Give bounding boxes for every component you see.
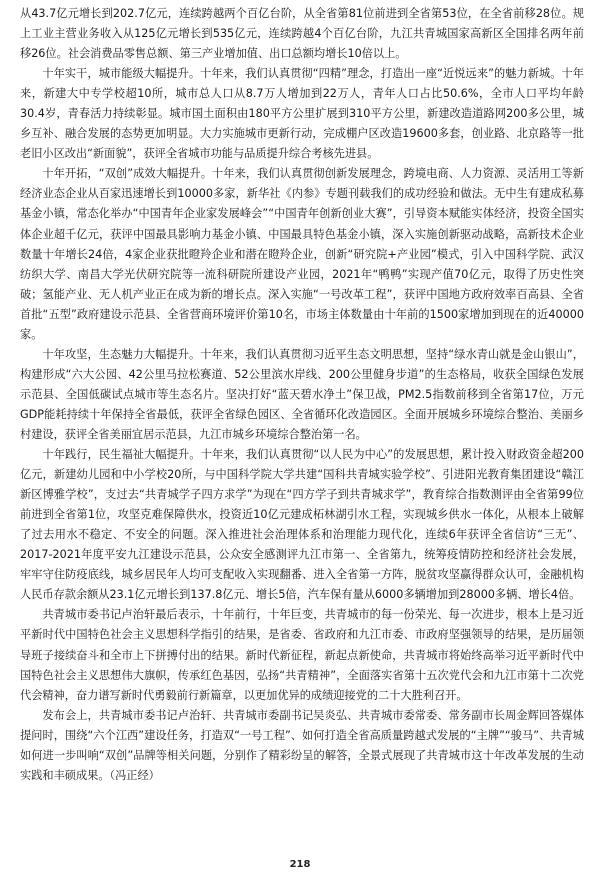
paragraph-conclusion: 共青城市委书记卢治轩最后表示，十年前行，十年巨变，共青城市的每一份荣光、每一次进步，根本上是习近平新时代中国特色社会主义思想科学指引的结果，是省委、省政府和九江市委、市政府坚强领导的结果，是历届领导班子接续奋斗和全市上下拼搏付出的结果。新时代新征程，新起点新使命，共青城市将始终高举习近平新时代中国特色社会主义思想伟大旗帜，传承红色基因，弘扬“共青精神”，全面落实省第十五次党代会和九江市第十二次党代会精神，奋力谱写新时代勇毅前行新篇章，以更加优异的成绩迎接党的二十大胜利召开。 <box>20 608 584 702</box>
paragraph-press-conference: 发布会上，共青城市委书记卢治轩、共青城市委副书记吴炎弘、共青城市委常委、常务副市长周金辉回答媒体提问时，围绕“六个江西”建设任务，打造双“一号工程”、如何打造全省高质量跨越式发展的“主牌”“骏马”、共青城如何进一步叫响“双创”品牌等相关问题，分别作了精彩纷呈的解答，全景式展现了共青城市这十年改革发展的生动实践和丰硕成果。（冯正经） <box>20 708 584 782</box>
paragraph-ecology: 十年攻坚，生态魅力大幅提升。十年来，我们认真贯彻习近平生态文明思想，坚持“绿水青山就是金山银山”，构建形成“六大公园、42公里马拉松赛道、52公里滨水岸线、200公里健身步道”的生态格局，收获全国绿色发展示范县、全国低碳试点城市等生态名片。坚决打好“蓝天碧水净土”保卫战，PM2.5指数前移到全省第17位，万元GDP能耗持续十年保持全省最低，获评全省绿色园区、全省循环化改造园区。全面开展城乡环境综合整治、美丽乡村建设，获评全省美丽宜居示范县，九江市城乡环境综合整治第一名。 <box>20 347 584 441</box>
page-number: 218 <box>289 859 311 870</box>
paragraph-livelihood: 十年践行，民生福祉大幅提升。十年来，我们认真贯彻“以人民为中心”的发展思想，累计投入财政资金超200亿元，新建幼儿园和中小学校20所，与中国科学院大学共建“国科共青城实验学校”、引进阳光教育集团建设“赣江新区博雅学校”，支过去“共青城学子四方求学”为现在“四方学子到共青城求学”，教育综合指数测评由全省第99位前进到全省第1位，攻坚克难保障供水，投资近10亿元建成柘林湖引水工程，实现城乡供水一体化，从根本上破解了过去用水不稳定、不安全的问题。深入推进社会治理体系和治理能力现代化，连续6年获评全省信访“三无”、2017-2021年度平安九江建设示范县，公众安全感测评九江市第一、全省第九，统筹疫情防控和经济社会发展，牢牢守住防疫底线，城乡居民年人均可支配收入实现翻番、进入全省第一方阵，脱贫攻坚赢得群众认可，金融机构人民币存款余额从23.1亿元增长到137.8亿元、增长5倍，汽车保有量从6000多辆增加到28000多辆、增长4倍。 <box>20 448 584 602</box>
paragraph-innovation: 十年开拓，“双创”成效大幅提升。十年来，我们认真贯彻创新发展理念，跨境电商、人力资源、灵活用工等新经济业态企业从百家迅速增长到10000多家，新华社《内参》专题刊载我们的成功经验和做法。无中生有建成私募基金小镇，常态化举办“中国青年企业家发展峰会”“中国青年创新创业大赛”，引导资本赋能实体经济，投资全国实体企业超千亿元，获评中国最具影响力基金小镇、中国最具特色基金小镇，深入实施创新驱动战略，高新技术企业数量十年增长24倍，4家企业获批瞪羚企业和潜在瞪羚企业，创新“研究院+产业园”模式，引入中国科学院、武汉纺织大学、南昌大学光伏研究院等一流科研院所建设产业园，2021年“鸭鸭”实现产值70亿元，取得了历史性突破；氢能产业、无人机产业正在成为新的增长点。深入实施“一号改革工程”，获评中国地方政府效率百高县、全省首批“五型”政府建设示范县、全省营商环境评价第10名，市场主体数量由十年前的1500家增加到现在的近40000家。 <box>20 167 584 341</box>
paragraph-city-capacity: 十年实干，城市能级大幅提升。十年来，我们认真贯彻“四精”理念，打造出一座“近悦远来”的魅力新城。十年来，新建大中专学校超10所，城市总人口从8.7万人增加到22万人，青年人口占比50.6%，全市人口平均年龄30.4岁，青春活力持续彰显。城市国土面积由180平方公里扩展到310平方公里，新建改造道路网200多公里，城乡互补、融合发展的态势更加明显。大力实施城市更新行动，完成棚户区改造19600多套，创业路、北京路等一批老旧小区改出“新面貌”，获评全省城市功能与品质提升综合考核先进县。 <box>20 67 584 161</box>
article-body <box>20 4 584 786</box>
paragraph-continued: 从43.7亿元增长到202.7亿元，连续跨越两个百亿台阶，从全省第81位前进到全省第53位，在全省前移28位。规上工业主营业务收入从125亿元增长到535亿元，连续跨越4个百亿台阶，九江共青城国家高新区全国排名两年前移26位。社会消费品零售总额、第三产业增加值、出口总额均增长10倍以上。 <box>20 7 584 61</box>
